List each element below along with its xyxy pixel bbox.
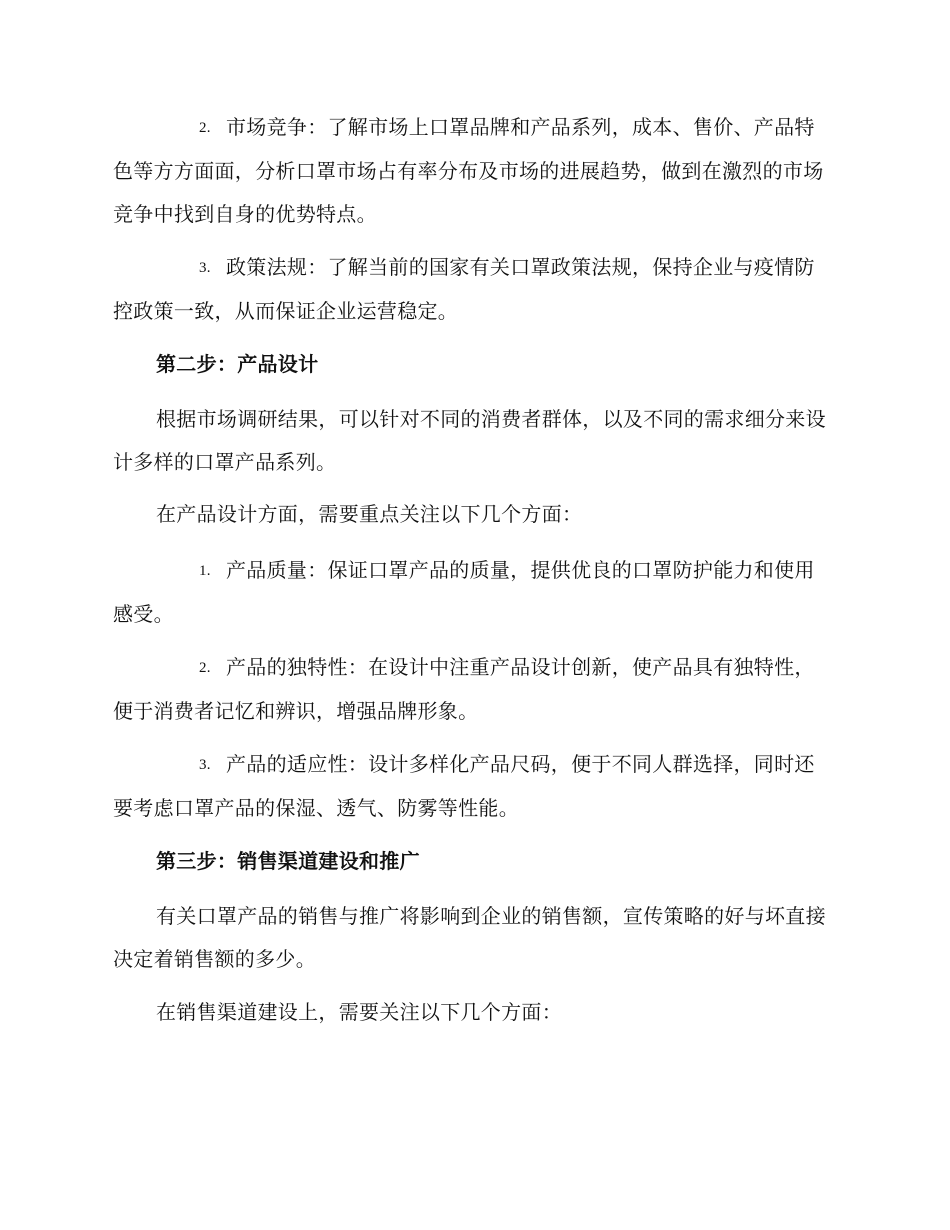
list-item-product-quality xyxy=(113,549,833,636)
paragraph-design-focus: 在产品设计方面，需要重点关注以下几个方面： xyxy=(156,502,583,526)
list-number: 3. xyxy=(199,260,211,276)
list-item-text: 产品的独特性：在设计中注重产品设计创新，使产品具有独特性，便于消费者记忆和辨识，增强品牌形象。 xyxy=(113,655,815,723)
list-number: 1. xyxy=(199,563,211,579)
section-heading-product-design: 第二步：产品设计 xyxy=(156,352,319,376)
list-item-product-adaptability xyxy=(113,743,833,830)
list-item-policy-regulations xyxy=(113,246,833,333)
list-number: 2. xyxy=(199,120,211,136)
list-number: 3. xyxy=(199,757,211,773)
list-item-text: 产品的适应性：设计多样化产品尺码，便于不同人群选择，同时还要考虑口罩产品的保湿、透气、防雾等性能。 xyxy=(113,752,815,820)
list-item-text: 市场竞争：了解市场上口罩品牌和产品系列，成本、售价、产品特色等方方面面，分析口罩市场占有率分布及市场的进展趋势，做到在激烈的市场竞争中找到自身的优势特点。 xyxy=(113,115,824,226)
list-number: 2. xyxy=(199,660,211,676)
list-item-market-competition xyxy=(113,106,833,236)
list-item-text: 政策法规：了解当前的国家有关口罩政策法规，保持企业与疫情防控政策一致，从而保证企业运营稳定。 xyxy=(113,255,815,323)
list-item-text: 产品质量：保证口罩产品的质量，提供优良的口罩防护能力和使用感受。 xyxy=(113,558,815,626)
section-heading-sales-channels: 第三步：销售渠道建设和推广 xyxy=(156,849,420,873)
paragraph-sales-intro: 有关口罩产品的销售与推广将影响到企业的销售额，宣传策略的好与坏直接决定着销售额的多少。 xyxy=(113,904,826,971)
paragraph-design-intro: 根据市场调研结果，可以针对不同的消费者群体，以及不同的需求细分来设计多样的口罩产品系列。 xyxy=(113,407,826,474)
list-item-product-uniqueness xyxy=(113,646,833,733)
paragraph-sales-focus: 在销售渠道建设上，需要关注以下几个方面： xyxy=(156,1000,562,1024)
